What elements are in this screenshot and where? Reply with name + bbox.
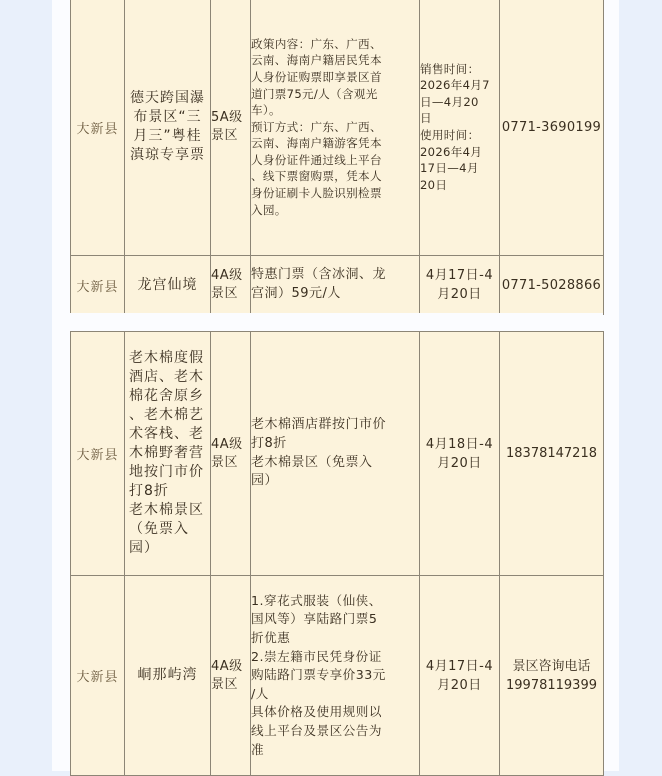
name-line: 术客栈、老 — [129, 426, 204, 442]
policy-line: 线上平台及景区公告为 — [251, 722, 382, 738]
policy-line: 入园。 — [251, 202, 287, 217]
date-line: 日—4月20 — [420, 94, 479, 109]
level-line: 4A级 — [211, 436, 243, 452]
name-line: 峒那屿湾 — [137, 667, 198, 683]
county-cell: 大新县 — [71, 332, 125, 576]
date-line: 17日—4月 — [420, 161, 479, 176]
policy-line: 购陆路门票专享价33元 — [251, 667, 386, 683]
name-line: 老木棉度假 — [129, 350, 204, 366]
dates-cell — [420, 332, 500, 576]
policy-line: 政策内容：广东、广西、 — [251, 36, 382, 51]
date-line: 4月17日-4 — [425, 658, 494, 674]
level-line: 景区 — [211, 286, 239, 301]
name-line: 地按门市价 — [129, 464, 204, 480]
policy-line: 具体价格及使用规则以 — [251, 704, 382, 720]
scenic-name-cell — [125, 256, 211, 315]
level-cell — [211, 256, 251, 315]
phone-cell: 0771-5028866 — [500, 256, 604, 315]
policy-cell — [251, 332, 420, 576]
policy-line: 云南、海南户籍居民凭本 — [251, 53, 382, 68]
level-line: 4A级 — [211, 268, 243, 283]
table-row — [71, 0, 604, 256]
policy-cell — [251, 576, 420, 776]
date-line: 月20日 — [437, 677, 482, 693]
scenic-name-cell — [125, 576, 211, 776]
policy-line: 2.崇左籍市民凭身份证 — [251, 648, 382, 664]
policy-line: 老木棉酒店群按门市价 — [251, 417, 387, 433]
policy-line: 准 — [251, 741, 265, 757]
scenic-offers-table-top — [70, 0, 604, 315]
policy-line: 特惠门票（含冰洞、龙 — [251, 267, 387, 283]
date-line: 20日 — [420, 177, 448, 192]
level-cell — [211, 332, 251, 576]
date-line: 销售时间： — [420, 61, 480, 76]
name-line: 、老木棉艺 — [129, 407, 204, 423]
name-line: 德天跨国瀑 — [130, 90, 205, 106]
scenic-name-cell — [125, 0, 211, 256]
date-line: 2026年4月7 — [420, 78, 490, 93]
policy-cell — [251, 256, 420, 315]
level-cell — [211, 576, 251, 776]
dates-cell — [420, 576, 500, 776]
date-line: 4月18日-4 — [425, 436, 494, 452]
policy-line: /人 — [251, 685, 269, 701]
scenic-offers-table-bottom — [70, 331, 604, 776]
policy-line: 预订方式：广东、广西、 — [251, 119, 382, 134]
level-line: 景区 — [211, 676, 239, 692]
table-row — [71, 332, 604, 576]
name-line: 酒店、老木 — [129, 369, 204, 385]
level-line: 景区 — [211, 128, 239, 143]
phone-line: 18378147218 — [506, 446, 597, 461]
phone-cell — [500, 332, 604, 576]
name-line: （免票入 — [129, 521, 189, 537]
date-line: 4月17日-4 — [425, 268, 494, 283]
scenic-name-cell — [125, 332, 211, 576]
date-line: 2026年4月 — [420, 144, 483, 159]
policy-line: 车）。 — [251, 103, 281, 118]
name-line: 月三”粤桂 — [133, 128, 202, 144]
policy-line: 打8折 — [251, 435, 287, 451]
county-cell: 大新县 — [71, 256, 125, 315]
phone-cell — [500, 576, 604, 776]
table-row — [71, 256, 604, 315]
name-line: 园） — [129, 540, 159, 556]
name-line: 棉花舍原乡 — [129, 388, 204, 404]
name-line: 龙宫仙境 — [137, 276, 198, 293]
policy-line: 身份证刷卡人脸识别检票 — [251, 186, 382, 201]
phone-line: 19978119399 — [506, 677, 597, 693]
policy-line: 老木棉景区（免票入 — [251, 454, 373, 470]
county-cell: 大新县 — [71, 576, 125, 776]
county-cell: 大新县 — [71, 0, 125, 256]
policy-line: 宫洞）59元/人 — [251, 286, 341, 301]
policy-line: 1.穿花式服装（仙侠、 — [251, 592, 382, 608]
page-break — [70, 313, 603, 331]
name-line: 木棉野奢营 — [129, 445, 204, 461]
policy-line: 、线下票窗购票，凭本人 — [251, 169, 382, 184]
date-line: 月20日 — [437, 287, 482, 302]
name-line: 布景区“三 — [133, 109, 202, 125]
policy-line: 云南、海南户籍游客凭本 — [251, 136, 382, 151]
table-row — [71, 576, 604, 776]
date-line: 日 — [420, 111, 432, 126]
level-line: 景区 — [211, 454, 239, 470]
level-cell — [211, 0, 251, 256]
level-line: 5A级 — [211, 110, 243, 125]
dates-cell — [420, 256, 500, 315]
policy-line: 人身份证购票即享景区首 — [251, 69, 382, 84]
level-line: 4A级 — [211, 658, 243, 674]
policy-cell — [251, 0, 420, 256]
policy-line: 园） — [251, 473, 279, 489]
policy-line: 道门票75元/人（含观光 — [251, 86, 378, 101]
date-line: 使用时间： — [420, 128, 480, 142]
date-line: 月20日 — [437, 455, 482, 471]
phone-line: 景区咨询电话 — [512, 658, 591, 674]
phone-cell: 0771-3690199 — [500, 0, 604, 256]
policy-line: 人身份证件通过线上平台 — [251, 152, 382, 167]
name-line: 滇琼专享票 — [130, 147, 205, 163]
name-line: 打8折 — [129, 483, 169, 499]
dates-cell — [420, 0, 500, 256]
policy-line: 折优惠 — [251, 630, 291, 646]
policy-line: 国风等）享陆路门票5 — [251, 611, 378, 627]
name-line: 老木棉景区 — [129, 502, 204, 518]
